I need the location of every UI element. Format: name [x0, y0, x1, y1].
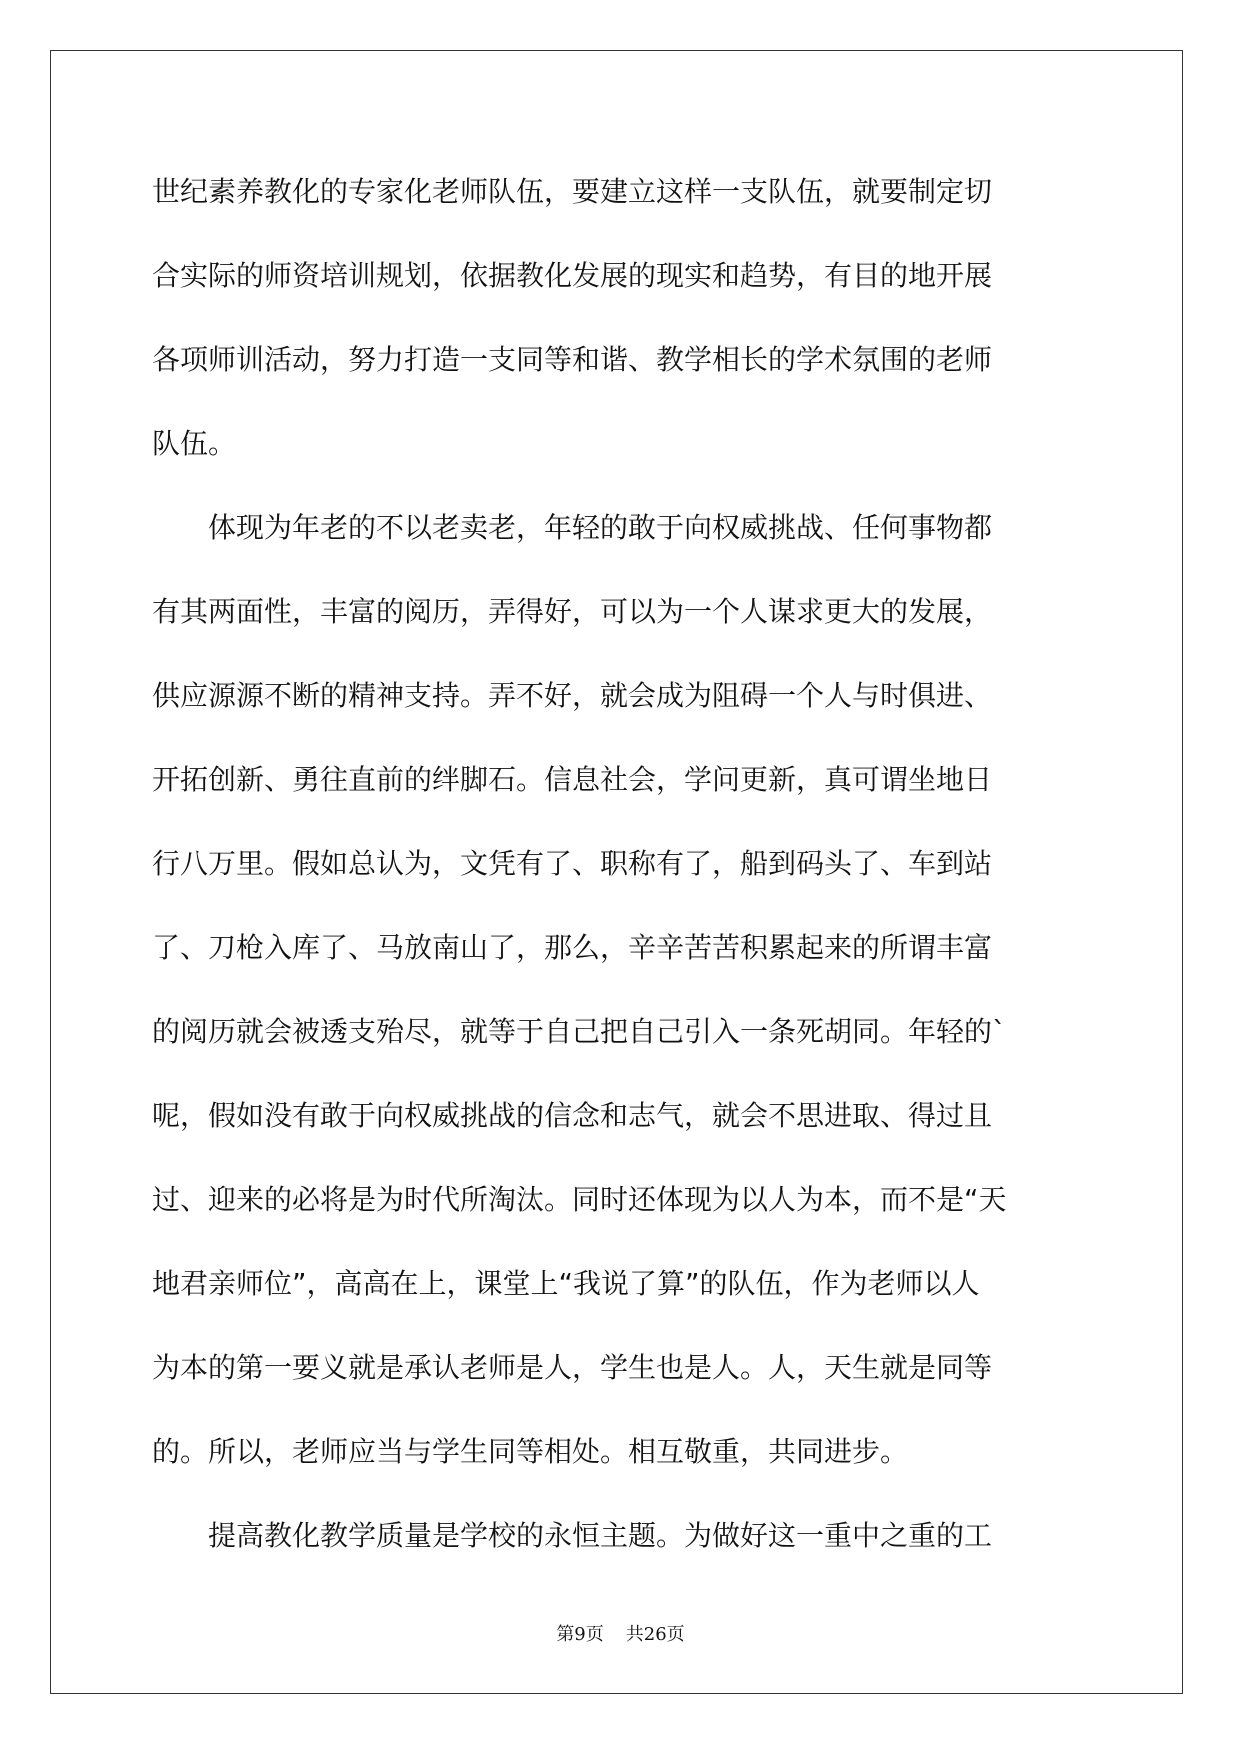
page-number: 第9页	[556, 1624, 604, 1645]
text-line: 提高教化教学质量是学校的永恒主题。为做好这一重中之重的工	[152, 1519, 993, 1552]
text-line: 的阅历就会被透支殆尽，就等于自己把自己引入一条死胡同。年轻的`	[152, 1015, 1007, 1048]
text-line: 各项师训活动，努力打造一支同等和谐、教学相长的学术氛围的老师	[152, 343, 993, 376]
page-footer	[0, 1620, 1241, 1646]
text-line: 合实际的师资培训规划，依据教化发展的现实和趋势，有目的地开展	[152, 259, 993, 292]
text-line: 供应源源不断的精神支持。弄不好，就会成为阻碍一个人与时俱进、	[152, 679, 993, 712]
text-line: 开拓创新、勇往直前的绊脚石。信息社会，学问更新，真可谓坐地日	[152, 763, 993, 796]
text-line: 行八万里。假如总认为，文凭有了、职称有了，船到码头了、车到站	[152, 847, 993, 880]
page-total: 共26页	[625, 1624, 685, 1645]
text-line: 地君亲师位”，高高在上，课堂上“我说了算”的队伍，作为老师以人	[152, 1267, 980, 1300]
text-line: 过、迎来的必将是为时代所淘汰。同时还体现为以人为本，而不是“天	[152, 1183, 1007, 1216]
text-line: 的。所以，老师应当与学生同等相处。相互敬重，共同进步。	[152, 1435, 909, 1468]
text-line: 有其两面性，丰富的阅历，弄得好，可以为一个人谋求更大的发展，	[152, 595, 993, 628]
text-line: 呢，假如没有敢于向权威挑战的信念和志气，就会不思进取、得过且	[152, 1099, 993, 1132]
document-body	[152, 150, 1092, 1578]
text-line: 世纪素养教化的专家化老师队伍，要建立这样一支队伍，就要制定切	[152, 175, 993, 208]
text-line: 了、刀枪入库了、马放南山了，那么，辛辛苦苦积累起来的所谓丰富	[152, 931, 993, 964]
text-line: 为本的第一要义就是承认老师是人，学生也是人。人，天生就是同等	[152, 1351, 993, 1384]
text-line: 体现为年老的不以老卖老，年轻的敢于向权威挑战、任何事物都	[152, 511, 993, 544]
text-line: 队伍。	[152, 427, 237, 460]
